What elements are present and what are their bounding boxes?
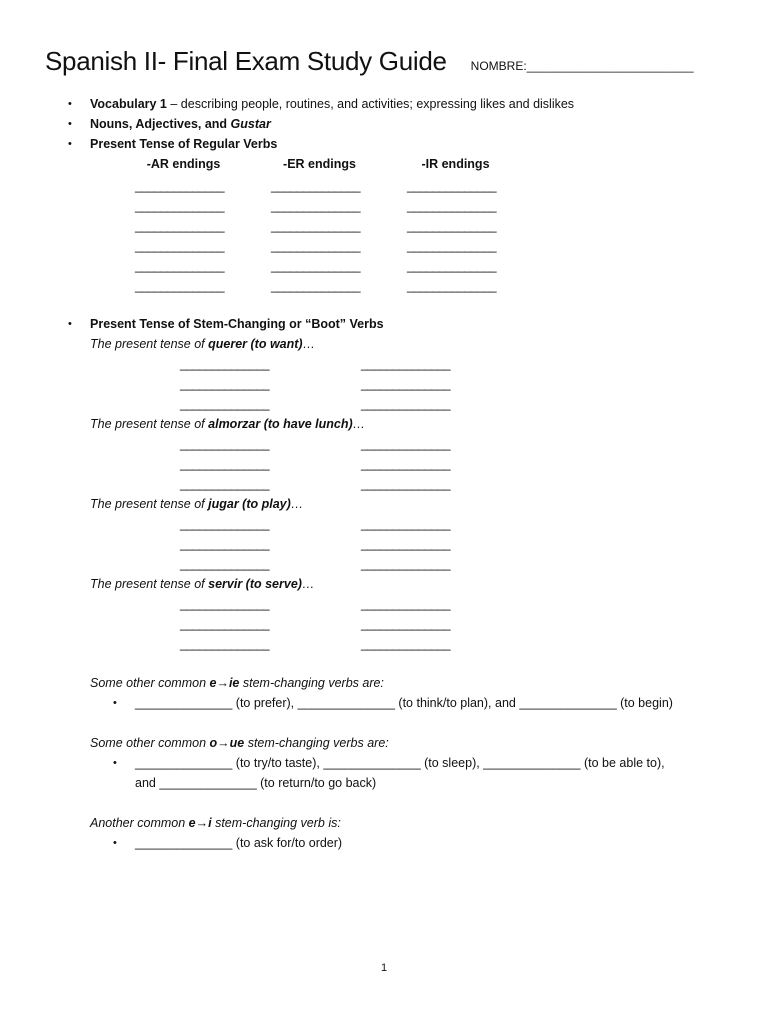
bullet-dot: • [68, 138, 72, 150]
ar-blank: ______________ [135, 219, 224, 233]
er-blank: ______________ [271, 219, 360, 233]
ir-header: -IR endings [421, 157, 490, 171]
stem-blank: ______________ [180, 517, 269, 531]
stem-section-servir [90, 574, 768, 651]
ar-blank: ______________ [135, 239, 224, 253]
stem-blank: ______________ [361, 357, 450, 371]
ar-blank: ______________ [135, 259, 224, 273]
ir-blank: ______________ [407, 279, 496, 293]
stem-section-almorzar [90, 414, 768, 491]
e-i-line: ______________ (to ask for/to order) [135, 836, 343, 850]
ir-endings-column [407, 154, 517, 296]
vocab-description: – describing people, routines, and activities; expressing likes and dislikes [166, 97, 575, 111]
o-ue-line-2: and ______________ (to return/to go back) [135, 776, 377, 790]
bullet-dot: • [68, 98, 72, 110]
er-endings-column [271, 154, 381, 296]
ir-blank: ______________ [407, 179, 496, 193]
arrow-icon: → [216, 676, 229, 690]
nombre-blank: _________________________ [526, 59, 694, 73]
stem-blanks-left [180, 354, 269, 414]
ar-endings-column [135, 154, 245, 296]
page-number: 1 [380, 962, 388, 974]
stem-blank: ______________ [180, 637, 269, 651]
e-ie-line: ______________ (to prefer), ______________ (to think/to plan), and ______________ (to begin) [135, 696, 673, 710]
e-i-prompt: Another common e→i stem-changing verb is: [90, 816, 341, 830]
stem-verb: almorzar (to have lunch) [208, 417, 353, 431]
stem-blank: ______________ [180, 597, 269, 611]
er-blank: ______________ [271, 239, 360, 253]
stem-blank: ______________ [180, 437, 269, 451]
stem-verb: jugar (to play) [208, 497, 291, 511]
nouns-heading: Nouns, Adjectives, and [90, 117, 231, 131]
ar-blank: ______________ [135, 179, 224, 193]
stem-blank: ______________ [361, 617, 450, 631]
stem-blanks-right [361, 514, 450, 574]
er-blank: ______________ [271, 199, 360, 213]
er-header: -ER endings [283, 157, 356, 171]
stem-prompt: The present tense of servir (to serve)… [90, 577, 315, 591]
ir-blank: ______________ [407, 239, 496, 253]
stem-prompt: The present tense of almorzar (to have lunch)… [90, 417, 366, 431]
ar-blank: ______________ [135, 279, 224, 293]
stem-verb: querer (to want) [208, 337, 303, 351]
bullet-dot: • [113, 697, 117, 709]
stem-blank: ______________ [180, 557, 269, 571]
stem-changing-heading: Present Tense of Stem-Changing or “Boot” Verbs [90, 317, 384, 331]
stem-prompt: The present tense of querer (to want)… [90, 337, 316, 351]
stem-blanks-left [180, 594, 269, 654]
stem-blank: ______________ [361, 517, 450, 531]
stem-blank: ______________ [361, 637, 450, 651]
o-ue-line-1: ______________ (to try/to taste), ______________ (to sleep), ______________ (to be able to), [135, 756, 665, 770]
bullet-dot: • [113, 757, 117, 769]
stem-blank: ______________ [180, 357, 269, 371]
er-blank: ______________ [271, 259, 360, 273]
bullet-dot: • [68, 318, 72, 330]
stem-blank: ______________ [361, 537, 450, 551]
stem-blank: ______________ [180, 477, 269, 491]
nombre-label: NOMBRE: [470, 59, 527, 73]
o-ue-prompt: Some other common o→ue stem-changing verbs are: [90, 736, 389, 750]
stem-blank: ______________ [361, 377, 450, 391]
stem-blank: ______________ [361, 457, 450, 471]
ir-blank: ______________ [407, 259, 496, 273]
ar-header: -AR endings [146, 157, 221, 171]
ir-blank: ______________ [407, 219, 496, 233]
bullet-dot: • [68, 118, 72, 130]
stem-blanks-left [180, 514, 269, 574]
stem-blanks-right [361, 354, 450, 414]
stem-blanks-left [180, 434, 269, 494]
arrow-icon: → [217, 736, 230, 750]
stem-blank: ______________ [361, 557, 450, 571]
stem-blanks-right [361, 434, 450, 494]
er-blank: ______________ [271, 179, 360, 193]
stem-blank: ______________ [180, 377, 269, 391]
stem-section-jugar [90, 494, 768, 571]
stem-blank: ______________ [361, 597, 450, 611]
bullet-dot: • [113, 837, 117, 849]
stem-blank: ______________ [180, 397, 269, 411]
vocab-heading: Vocabulary 1 [90, 97, 167, 111]
present-tense-heading: Present Tense of Regular Verbs [90, 137, 278, 151]
stem-blank: ______________ [361, 397, 450, 411]
stem-blank: ______________ [361, 477, 450, 491]
stem-blanks-right [361, 594, 450, 654]
stem-prompt: The present tense of jugar (to play)… [90, 497, 304, 511]
stem-blank: ______________ [180, 537, 269, 551]
stem-section-querer [90, 334, 768, 411]
stem-blank: ______________ [361, 437, 450, 451]
stem-blank: ______________ [180, 457, 269, 471]
e-ie-prompt: Some other common e→ie stem-changing verbs are: [90, 676, 384, 690]
page-title: Spanish II- Final Exam Study Guide [45, 46, 447, 76]
stem-blank: ______________ [180, 617, 269, 631]
er-blank: ______________ [271, 279, 360, 293]
ar-blank: ______________ [135, 199, 224, 213]
title-row [45, 46, 694, 77]
arrow-icon: → [195, 816, 209, 830]
gustar-italic: Gustar [230, 117, 271, 131]
stem-verb: servir (to serve) [208, 577, 302, 591]
ir-blank: ______________ [407, 199, 496, 213]
